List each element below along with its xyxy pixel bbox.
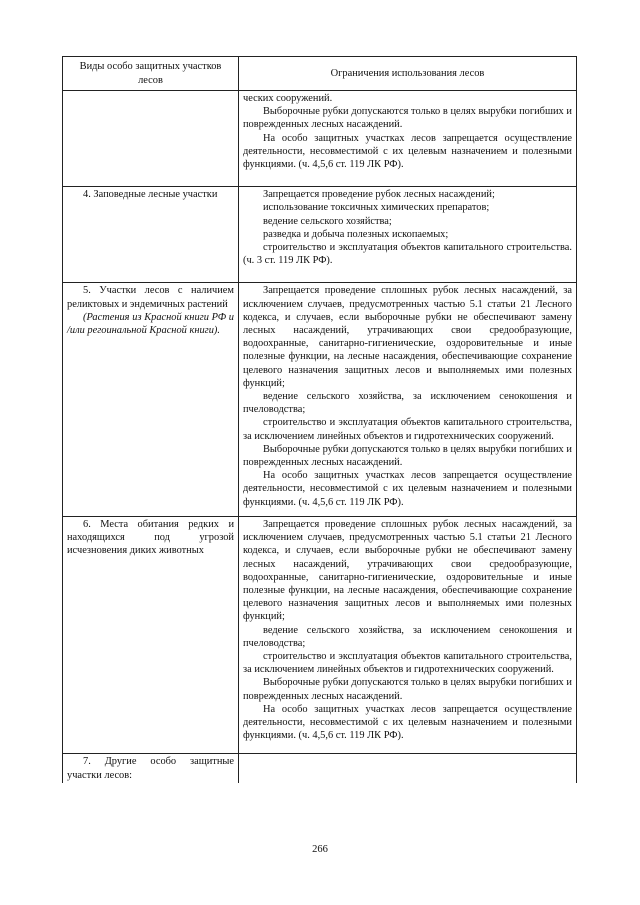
row-6-para-4: На особо защитных участках лесов запрещается осуществление деятельности, несовместимой с их целевым назначением и полезными функциями. (ч. 4,5,6 ст. 119 ЛК РФ). [243,703,572,742]
row-0-left [63,91,239,187]
row-4-para-0: Запрещается проведение рубок лесных насаждений; [263,189,495,201]
row-0-para-2: На особо защитных участках лесов запрещается осуществление деятельности, несовместимой с их целевым назначением и полезными функциями. (ч. 4,5,6 ст. 119 ЛК РФ). [243,132,572,171]
row-4-para-2: ведение сельского хозяйства; [263,215,392,227]
row-7-title: 7. Другие особо защитные участки лесов: [67,756,234,781]
row-6-left [63,516,239,753]
row-7-right [239,754,577,783]
row-0-right [239,91,577,187]
row-5-para-3: Выборочные рубки допускаются только в целях вырубки погибших и поврежденных лесных насаждений. [243,443,572,469]
row-6-para-3: Выборочные рубки допускаются только в целях вырубки погибших и поврежденных лесных насаждений. [243,677,572,702]
page-number: 266 [312,844,328,855]
header-restrictions: Ограничения использования лесов [239,57,577,91]
row-4-para-4: строительство и эксплуатация объектов капитального строительства. (ч. 3 ст. 119 ЛК РФ). [243,242,572,267]
row-4-left [63,187,239,283]
row-6-right [239,516,577,753]
row-0-para-0: ческих сооружений. [243,93,333,104]
row-4-right [239,187,577,283]
table-row [63,91,577,187]
row-6-title: 6. Места обитания редких и находящихся под угрозой исчезновения диких животных [67,518,234,557]
row-5-para-0: Запрещается проведение сплошных рубок лесных насаждений, за исключением случаев, предусмотренных частью 5.1 статьи 21 Лесного кодекса, и случаев, если выборочные рубки не обеспечивают замену лесных насаждений, утрачивающих свои средообразующие, водоохранные, санитарно-гигиенические, оздоровительные и иные полезные функции, на лесные насаждения, обеспечивающие сохранение целевого назначения защитных лесов и выполняемых ими полезных функций; [243,285,572,389]
row-4-title: 4. Заповедные лесные участки [83,189,218,201]
restrictions-table [62,56,577,783]
row-4-para-1: использование токсичных химических препаратов; [263,202,490,214]
row-4-para-3: разведка и добыча полезных ископаемых; [263,228,449,240]
table-row [63,754,577,783]
table-header-row [63,57,577,91]
table-row [63,516,577,753]
row-5-left [63,283,239,516]
header-forest-types: Виды особо защитных участков лесов [63,57,239,91]
row-5-para-1: ведение сельского хозяйства, за исключением сенокошения и пчеловодства; [243,391,572,416]
table-row [63,187,577,283]
row-0-para-1: Выборочные рубки допускаются только в целях вырубки погибших и поврежденных лесных насаждений. [243,106,572,131]
row-5-right [239,283,577,516]
row-5-note: (Растения из Красной книги РФ и /или регоинальной Красной книги). [67,311,234,337]
row-6-para-2: строительство и эксплуатация объектов капитального строительства, за исключением линейных объектов и гидротехнических сооружений. [243,650,572,676]
table-row [63,283,577,516]
row-6-para-0: Запрещается проведение сплошных рубок лесных насаждений, за исключением случаев, предусмотренных частью 5.1 статьи 21 Лесного кодекса, и случаев, если выборочные рубки не обеспечивают замену лесных насаждений, утрачивающих свои средообразующие, водоохранные, санитарно-гигиенические, оздоровительные и иные полезные функции, на лесные насаждения, обеспечивающие сохранение целевого назначения защитных лесов и выполняемых ими полезных функций; [243,518,572,623]
row-5-para-4: На особо защитных участках лесов запрещается осуществление деятельности, несовместимой с их целевым назначением и полезными функциями. (ч. 4,5,6 ст. 119 ЛК РФ). [243,470,572,508]
row-7-left [63,754,239,783]
row-5-para-2: строительство и эксплуатация объектов капитального строительства, за исключением линейных объектов и гидротехнических сооружений. [243,417,572,442]
row-6-para-1: ведение сельского хозяйства, за исключением сенокошения и пчеловодства; [243,624,572,649]
row-5-title: 5. Участки лесов с наличием реликтовых и эндемичных растений [67,285,234,310]
